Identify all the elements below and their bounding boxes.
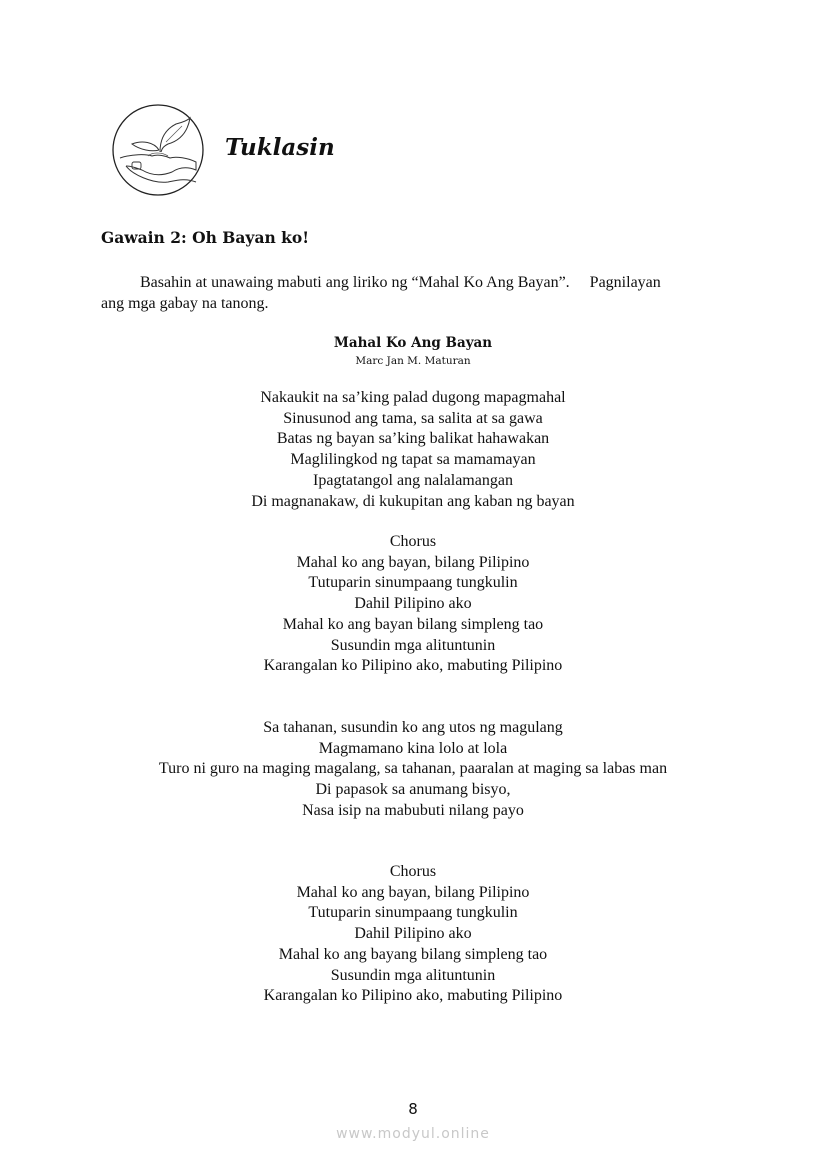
page-number: 8 <box>408 1100 418 1118</box>
intro-line: Basahin at unawaing mabuti ang liriko ng “Mahal Ko Ang Bayan”. Pagnilayan <box>140 274 661 291</box>
lyric-line: Di magnanakaw, di kukupitan ang kaban ng bayan <box>251 492 575 510</box>
lyric-line: Nasa isip na mabubuti nilang payo <box>302 801 524 819</box>
lyric-line: Tutuparin sinumpaang tungkulin <box>308 904 518 922</box>
lyric-line: Mahal ko ang bayan, bilang Pilipino <box>296 553 530 571</box>
chorus-1 <box>0 532 826 677</box>
lyric-line: Ipagtatangol ang nalalamangan <box>313 471 513 489</box>
lyric-line: Magmamano kina lolo at lola <box>318 739 508 757</box>
lyric-line: Dahil Pilipino ako <box>354 925 472 943</box>
chorus-2 <box>0 862 826 1007</box>
lyric-line: Dahil Pilipino ako <box>354 595 472 613</box>
lyric-line: Susundin mga alituntunin <box>330 636 496 654</box>
lyric-line: Mahal ko ang bayang bilang simpleng tao <box>278 945 548 963</box>
stanza-1 <box>0 388 826 512</box>
lyric-line: Turo ni guro na maging magalang, sa tahanan, paaralan at maging sa labas man <box>158 760 668 778</box>
lyric-line: Batas ng bayan sa’king balikat hahawakan <box>276 430 550 448</box>
hand-holding-seedling-icon <box>112 104 204 196</box>
chorus-label: Chorus <box>389 533 437 550</box>
lyric-line: Mahal ko ang bayan bilang simpleng tao <box>282 615 544 633</box>
lyric-line: Di papasok sa anumang bisyo, <box>315 781 511 799</box>
lyric-line: Sa tahanan, susundin ko ang utos ng magulang <box>263 719 563 736</box>
stanza-2 <box>0 718 826 822</box>
section-title: Tuklasin <box>225 134 335 161</box>
lyric-line: Mahal ko ang bayan, bilang Pilipino <box>296 883 530 901</box>
lyric-line: Karangalan ko Pilipino ako, mabuting Pilipino <box>263 987 563 1005</box>
intro-paragraph <box>101 272 731 314</box>
lyric-line: Karangalan ko Pilipino ako, mabuting Pilipino <box>263 657 563 675</box>
watermark: www.modyul.online <box>336 1126 490 1142</box>
activity-title: Gawain 2: Oh Bayan ko! <box>101 228 310 247</box>
lyric-line: Maglilingkod ng tapat sa mamamayan <box>290 451 536 469</box>
song-author: Marc Jan M. Maturan <box>355 355 471 367</box>
lyric-line: Tutuparin sinumpaang tungkulin <box>308 574 518 592</box>
lyric-line: Sinusunod ang tama, sa salita at sa gawa <box>283 409 543 427</box>
lyric-line: Nakaukit na sa’king palad dugong mapagmahal <box>260 389 566 406</box>
chorus-label: Chorus <box>389 863 437 880</box>
song-title: Mahal Ko Ang Bayan <box>333 335 493 351</box>
lyric-line: Susundin mga alituntunin <box>330 966 496 984</box>
intro-line: ang mga gabay na tanong. <box>101 295 269 312</box>
